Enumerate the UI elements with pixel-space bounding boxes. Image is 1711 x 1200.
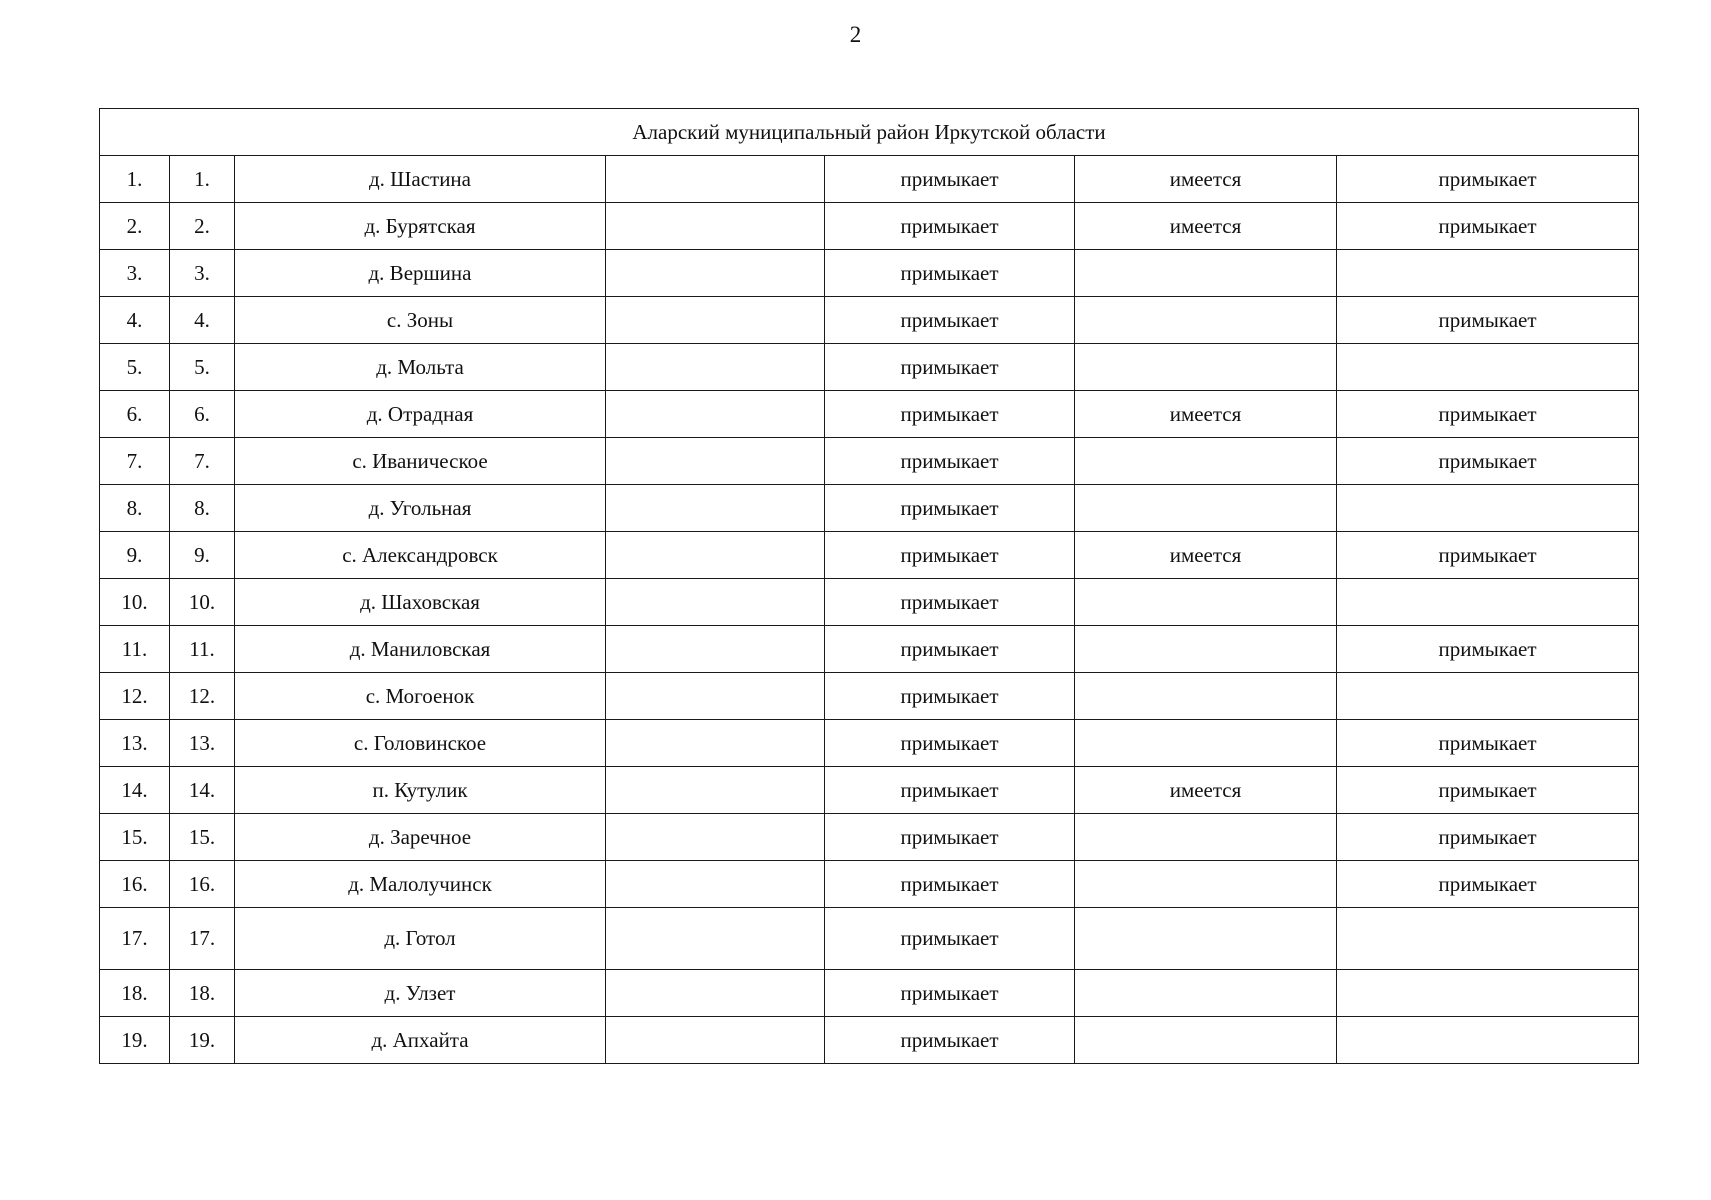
column-7-cell: примыкает	[1337, 861, 1639, 908]
row-number-cell: 10.	[100, 579, 170, 626]
sub-number-cell: 3.	[170, 250, 235, 297]
settlement-name-cell: д. Заречное	[235, 814, 606, 861]
column-5-cell: примыкает	[825, 579, 1075, 626]
table-row	[100, 485, 1639, 532]
row-number-cell: 8.	[100, 485, 170, 532]
sub-number-cell: 7.	[170, 438, 235, 485]
settlement-name-cell: д. Маниловская	[235, 626, 606, 673]
settlement-name-cell: д. Готол	[235, 908, 606, 970]
table-row	[100, 297, 1639, 344]
column-6-cell	[1075, 908, 1337, 970]
row-number-cell: 15.	[100, 814, 170, 861]
column-6-cell	[1075, 720, 1337, 767]
table-row	[100, 579, 1639, 626]
column-7-cell	[1337, 579, 1639, 626]
column-4-cell	[606, 297, 825, 344]
column-7-cell: примыкает	[1337, 532, 1639, 579]
column-7-cell	[1337, 1017, 1639, 1064]
sub-number-cell: 13.	[170, 720, 235, 767]
column-5-cell: примыкает	[825, 203, 1075, 250]
column-6-cell	[1075, 485, 1337, 532]
table-row	[100, 626, 1639, 673]
settlement-name-cell: с. Могоенок	[235, 673, 606, 720]
row-number-cell: 18.	[100, 970, 170, 1017]
column-6-cell	[1075, 814, 1337, 861]
row-number-cell: 6.	[100, 391, 170, 438]
sub-number-cell: 11.	[170, 626, 235, 673]
column-6-cell: имеется	[1075, 767, 1337, 814]
sub-number-cell: 2.	[170, 203, 235, 250]
row-number-cell: 16.	[100, 861, 170, 908]
settlement-name-cell: д. Апхайта	[235, 1017, 606, 1064]
column-5-cell: примыкает	[825, 344, 1075, 391]
column-4-cell	[606, 485, 825, 532]
column-5-cell: примыкает	[825, 814, 1075, 861]
row-number-cell: 3.	[100, 250, 170, 297]
table-row	[100, 532, 1639, 579]
row-number-cell: 14.	[100, 767, 170, 814]
column-5-cell: примыкает	[825, 250, 1075, 297]
column-6-cell	[1075, 344, 1337, 391]
column-5-cell: примыкает	[825, 720, 1075, 767]
settlement-name-cell: с. Александровск	[235, 532, 606, 579]
column-5-cell: примыкает	[825, 767, 1075, 814]
row-number-cell: 7.	[100, 438, 170, 485]
sub-number-cell: 15.	[170, 814, 235, 861]
table-row	[100, 203, 1639, 250]
column-5-cell: примыкает	[825, 970, 1075, 1017]
sub-number-cell: 4.	[170, 297, 235, 344]
column-5-cell: примыкает	[825, 485, 1075, 532]
row-number-cell: 1.	[100, 156, 170, 203]
table-row	[100, 814, 1639, 861]
column-6-cell	[1075, 438, 1337, 485]
column-5-cell: примыкает	[825, 908, 1075, 970]
column-6-cell	[1075, 1017, 1337, 1064]
column-7-cell	[1337, 344, 1639, 391]
column-7-cell	[1337, 250, 1639, 297]
settlement-name-cell: д. Вершина	[235, 250, 606, 297]
column-4-cell	[606, 814, 825, 861]
column-5-cell: примыкает	[825, 626, 1075, 673]
column-4-cell	[606, 861, 825, 908]
settlement-name-cell: д. Шаховская	[235, 579, 606, 626]
column-7-cell: примыкает	[1337, 391, 1639, 438]
column-4-cell	[606, 970, 825, 1017]
row-number-cell: 17.	[100, 908, 170, 970]
table-body	[100, 109, 1639, 1064]
column-7-cell	[1337, 485, 1639, 532]
column-6-cell: имеется	[1075, 532, 1337, 579]
sub-number-cell: 19.	[170, 1017, 235, 1064]
settlement-name-cell: д. Мольта	[235, 344, 606, 391]
sub-number-cell: 18.	[170, 970, 235, 1017]
table-row	[100, 391, 1639, 438]
column-4-cell	[606, 1017, 825, 1064]
sub-number-cell: 12.	[170, 673, 235, 720]
settlement-name-cell: д. Малолучинск	[235, 861, 606, 908]
table-row	[100, 344, 1639, 391]
column-6-cell	[1075, 297, 1337, 344]
column-4-cell	[606, 673, 825, 720]
row-number-cell: 4.	[100, 297, 170, 344]
column-4-cell	[606, 720, 825, 767]
column-4-cell	[606, 391, 825, 438]
column-4-cell	[606, 626, 825, 673]
row-number-cell: 9.	[100, 532, 170, 579]
column-6-cell	[1075, 626, 1337, 673]
sub-number-cell: 10.	[170, 579, 235, 626]
table-row	[100, 438, 1639, 485]
row-number-cell: 19.	[100, 1017, 170, 1064]
table-row	[100, 1017, 1639, 1064]
column-6-cell: имеется	[1075, 156, 1337, 203]
column-4-cell	[606, 767, 825, 814]
settlement-name-cell: с. Головинское	[235, 720, 606, 767]
sub-number-cell: 5.	[170, 344, 235, 391]
sub-number-cell: 9.	[170, 532, 235, 579]
row-number-cell: 11.	[100, 626, 170, 673]
table-row	[100, 908, 1639, 970]
column-6-cell	[1075, 250, 1337, 297]
sub-number-cell: 6.	[170, 391, 235, 438]
sub-number-cell: 8.	[170, 485, 235, 532]
settlement-name-cell: д. Угольная	[235, 485, 606, 532]
settlement-name-cell: д. Улзет	[235, 970, 606, 1017]
settlement-name-cell: д. Бурятская	[235, 203, 606, 250]
row-number-cell: 5.	[100, 344, 170, 391]
column-6-cell	[1075, 673, 1337, 720]
table-row	[100, 767, 1639, 814]
row-number-cell: 2.	[100, 203, 170, 250]
column-4-cell	[606, 579, 825, 626]
column-5-cell: примыкает	[825, 391, 1075, 438]
settlement-name-cell: п. Кутулик	[235, 767, 606, 814]
column-5-cell: примыкает	[825, 861, 1075, 908]
row-number-cell: 13.	[100, 720, 170, 767]
settlement-name-cell: д. Шастина	[235, 156, 606, 203]
table-row	[100, 970, 1639, 1017]
column-7-cell	[1337, 673, 1639, 720]
column-4-cell	[606, 438, 825, 485]
column-7-cell	[1337, 908, 1639, 970]
column-5-cell: примыкает	[825, 1017, 1075, 1064]
column-4-cell	[606, 156, 825, 203]
column-7-cell: примыкает	[1337, 203, 1639, 250]
column-6-cell	[1075, 579, 1337, 626]
column-4-cell	[606, 344, 825, 391]
settlement-name-cell: с. Зоны	[235, 297, 606, 344]
settlement-name-cell: с. Иваническое	[235, 438, 606, 485]
row-number-cell: 12.	[100, 673, 170, 720]
sub-number-cell: 16.	[170, 861, 235, 908]
page-number: 2	[849, 22, 862, 47]
column-5-cell: примыкает	[825, 438, 1075, 485]
column-5-cell: примыкает	[825, 297, 1075, 344]
column-5-cell: примыкает	[825, 532, 1075, 579]
column-6-cell	[1075, 970, 1337, 1017]
column-4-cell	[606, 908, 825, 970]
table-row	[100, 861, 1639, 908]
settlement-name-cell: д. Отрадная	[235, 391, 606, 438]
column-6-cell: имеется	[1075, 391, 1337, 438]
column-6-cell: имеется	[1075, 203, 1337, 250]
column-7-cell: примыкает	[1337, 720, 1639, 767]
table-row	[100, 250, 1639, 297]
column-7-cell: примыкает	[1337, 438, 1639, 485]
column-7-cell	[1337, 970, 1639, 1017]
region-header-row	[100, 109, 1639, 156]
column-5-cell: примыкает	[825, 673, 1075, 720]
table-row	[100, 156, 1639, 203]
table-row	[100, 720, 1639, 767]
column-7-cell: примыкает	[1337, 297, 1639, 344]
sub-number-cell: 17.	[170, 908, 235, 970]
column-7-cell: примыкает	[1337, 767, 1639, 814]
sub-number-cell: 1.	[170, 156, 235, 203]
table-row	[100, 673, 1639, 720]
column-7-cell: примыкает	[1337, 814, 1639, 861]
settlements-table	[99, 108, 1639, 1064]
column-7-cell: примыкает	[1337, 626, 1639, 673]
region-title: Аларский муниципальный район Иркутской области	[100, 109, 1639, 156]
column-4-cell	[606, 250, 825, 297]
column-6-cell	[1075, 861, 1337, 908]
column-7-cell: примыкает	[1337, 156, 1639, 203]
column-5-cell: примыкает	[825, 156, 1075, 203]
sub-number-cell: 14.	[170, 767, 235, 814]
column-4-cell	[606, 532, 825, 579]
column-4-cell	[606, 203, 825, 250]
